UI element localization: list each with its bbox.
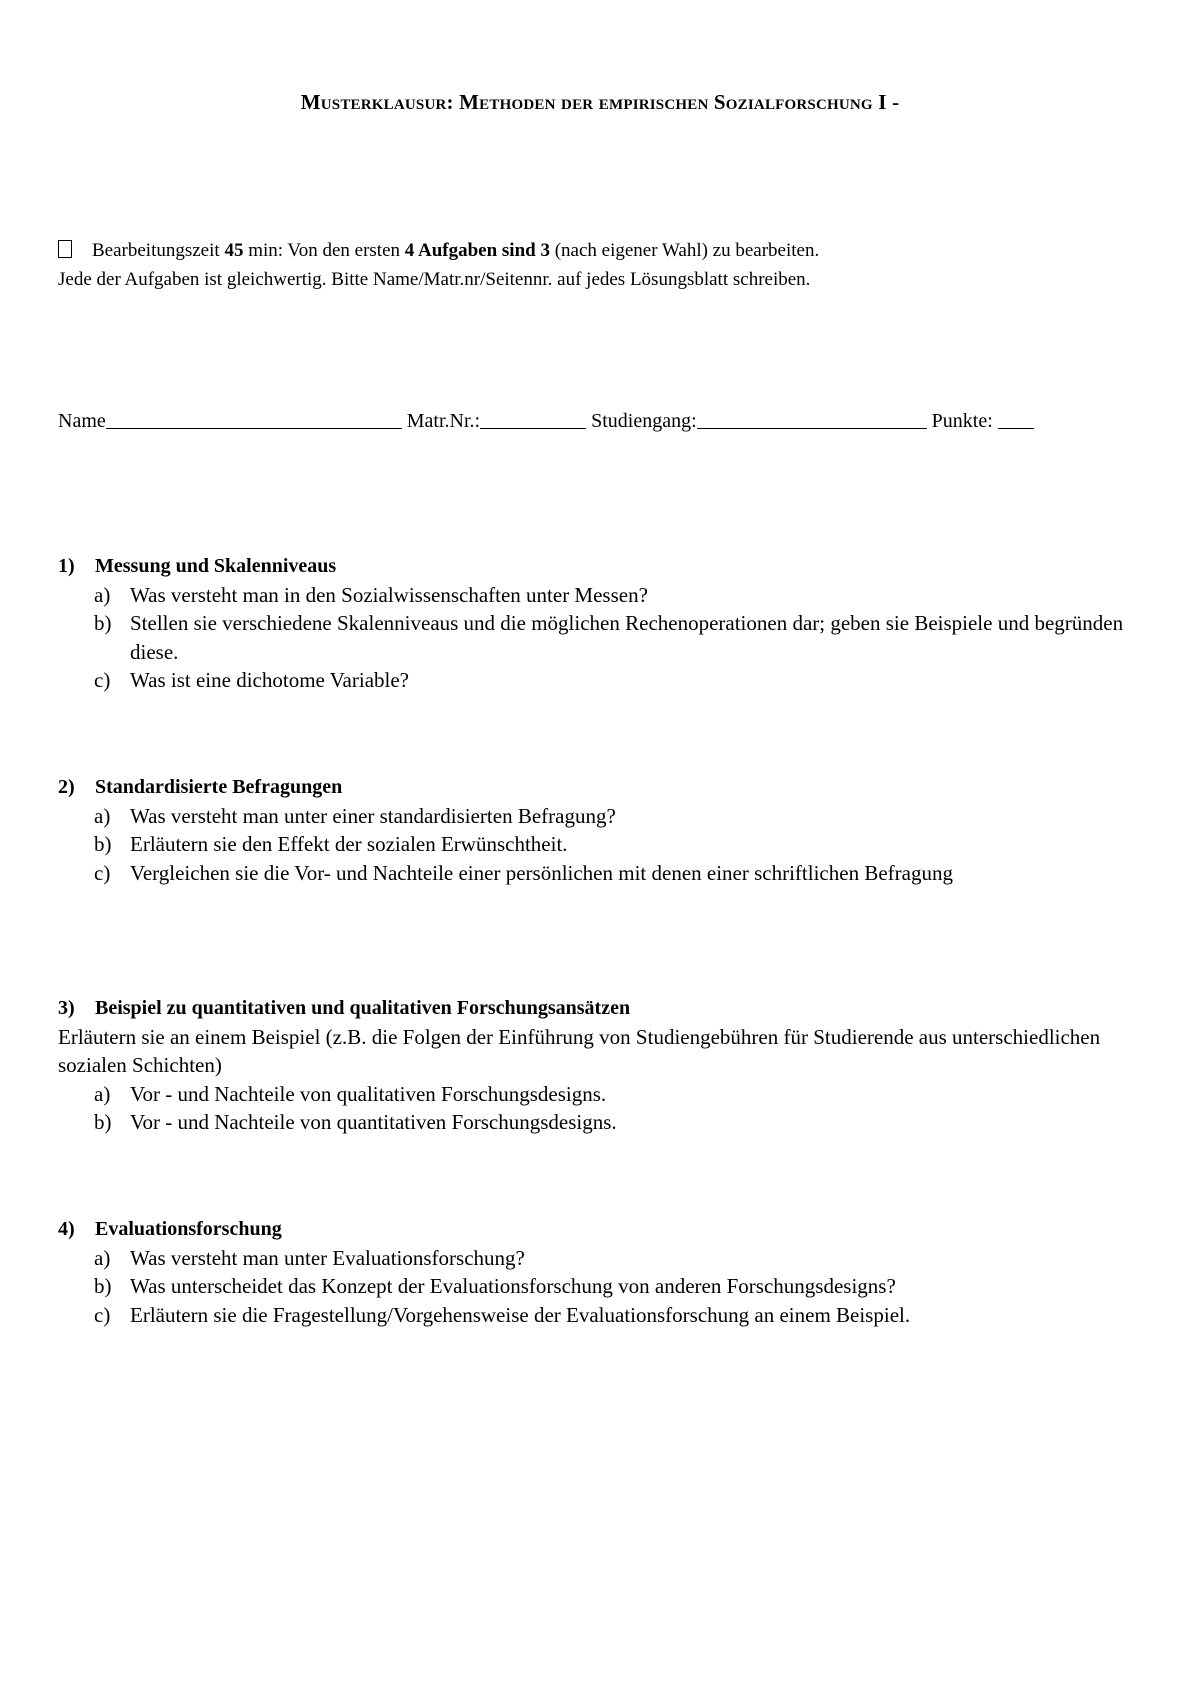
exam-title: Musterklausur: Methoden der empirischen Sozialforschung I -: [300, 90, 900, 114]
matr-label: Matr.Nr.:: [406, 410, 481, 432]
task-heading: 3) Beispiel zu quantitativen und qualitativen Forschungsansätzen: [58, 997, 631, 1019]
list-item: b) Stellen sie verschiedene Skalenniveaus und die möglichen Rechenoperationen dar; geben sie Beispiele und begründen diese.: [94, 611, 1124, 664]
subquestion-list: [58, 802, 1158, 888]
list-item: c) Vergleichen sie die Vor- und Nachteile einer persönlichen mit denen einer schriftlichen Befragung: [94, 860, 953, 885]
name-label: Name: [58, 410, 106, 432]
subquestion-list: [58, 581, 1158, 695]
task-intro: Erläutern sie an einem Beispiel (z.B. die Folgen der Einführung von Studiengebühren für Studierende aus unterschiedlichen sozialen Schichten): [58, 1024, 1101, 1077]
list-item: a) Was versteht man unter einer standardisierten Befragung?: [94, 803, 616, 828]
name-field[interactable]: [106, 410, 402, 429]
task-heading: 2) Standardisierte Befragungen: [58, 776, 343, 798]
instructions-line-2: Jede der Aufgaben ist gleichwertig. Bitte Name/Matr.nr/Seitennr. auf jedes Lösungsblatt schreiben.: [58, 269, 811, 290]
list-item: c) Erläutern sie die Fragestellung/Vorgehensweise der Evaluationsforschung an einem Beispiel.: [94, 1302, 911, 1327]
checkbox-icon: [58, 240, 72, 258]
task-heading: 1) Messung und Skalenniveaus: [58, 555, 337, 577]
list-item: b) Was unterscheidet das Konzept der Evaluationsforschung von anderen Forschungsdesigns?: [94, 1274, 896, 1298]
instructions-line-1: Bearbeitungszeit 45 min: Von den ersten 4 Aufgaben sind 3 (nach eigener Wahl) zu bearbeiten.: [58, 236, 1148, 265]
task-1: [58, 552, 1158, 695]
subquestion-list: [58, 1080, 1158, 1137]
task-4: [58, 1215, 1158, 1329]
student-info-line: [58, 410, 1034, 433]
list-item: a) Vor - und Nachteile von qualitativen Forschungsdesigns.: [94, 1081, 607, 1106]
studiengang-field[interactable]: [697, 410, 927, 429]
list-item: b) Erläutern sie den Effekt der sozialen Erwünschtheit.: [94, 832, 568, 856]
list-item: a) Was versteht man unter Evaluationsforschung?: [94, 1245, 525, 1270]
matr-field[interactable]: [480, 410, 586, 429]
task-heading: 4) Evaluationsforschung: [58, 1218, 282, 1240]
punkte-label: Punkte:: [931, 410, 993, 432]
task-2: [58, 773, 1158, 887]
instructions: [58, 236, 1148, 294]
task-3: [58, 994, 1158, 1137]
studiengang-label: Studiengang:: [591, 410, 697, 432]
list-item: c) Was ist eine dichotome Variable?: [94, 668, 409, 692]
subquestion-list: [58, 1244, 1158, 1330]
punkte-field[interactable]: [998, 410, 1034, 429]
list-item: b) Vor - und Nachteile von quantitativen Forschungsdesigns.: [94, 1110, 617, 1134]
list-item: a) Was versteht man in den Sozialwissenschaften unter Messen?: [94, 582, 648, 607]
